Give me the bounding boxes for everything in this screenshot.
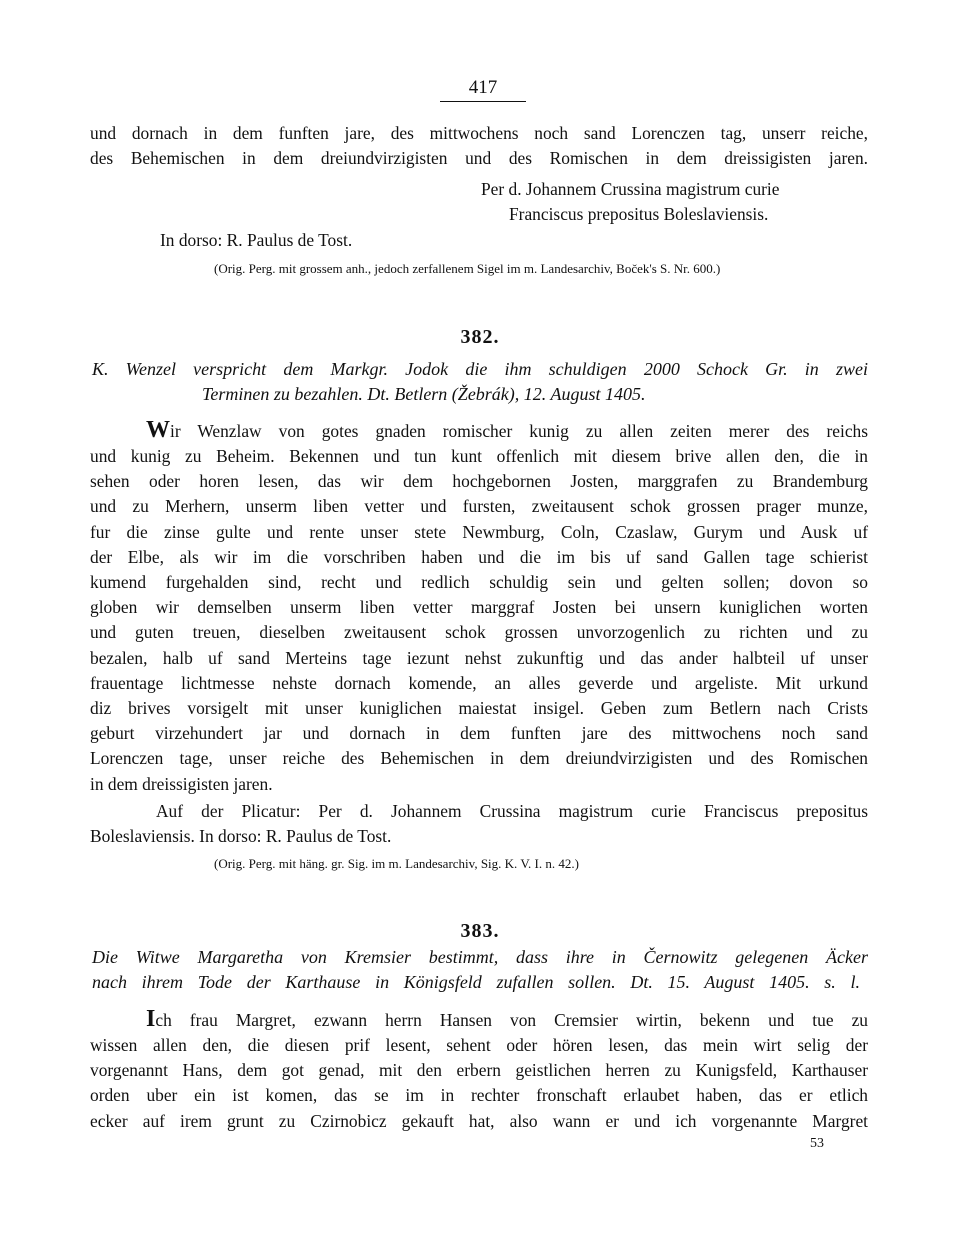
document-heading: Terminen zu bezahlen. Dt. Betlern (Žebrák), 12. August 1405.: [202, 384, 646, 404]
document-number: 383.: [460, 920, 500, 942]
text-line: in dem dreissigisten jaren.: [90, 773, 273, 794]
document-heading: Die Witwe Margaretha von Kremsier bestimmt, dass ihre in Černowitz gelegenen Äcker: [92, 947, 868, 967]
text-line: und zu Merhern, unserm liben vetter und fursten, zweitausent schok grossen prager munze,: [90, 496, 868, 517]
document-heading: nach ihrem Tode der Karthause in Königsfeld zufallen sollen. Dt. 15. August 1405. s. l.: [92, 972, 860, 992]
text-line: und kunig zu Beheim. Bekennen und tun kunt offenlich mit diesem brive allen den, die in: [90, 446, 868, 466]
signature-line: Franciscus prepositus Boleslaviensis.: [509, 204, 769, 224]
initial-letter: W: [146, 417, 170, 443]
signature-line: Per d. Johannem Crussina magistrum curie: [481, 179, 780, 199]
page-number: 417: [440, 76, 526, 102]
plicatur-note: Auf der Plicatur: Per d. Johannem Crussina magistrum curie Franciscus prepositus: [156, 801, 868, 821]
text-line: ecker auf irem grunt zu Czirnobicz gekauft hat, also wann er und ich vorgenannte Margret: [90, 1110, 868, 1131]
text-line: orden uber ein ist komen, das se im in rechter fronschaft erlaubet haben, das er etlich: [90, 1085, 868, 1106]
text-line: frauentage lichtmesse nehste dornach komende, an alles geverde und argeliste. Mit urkund: [90, 672, 868, 693]
document-body: [90, 444, 868, 797]
text-line: fur die zinse gulte und rente unser stete Newmburg, Coln, Czaslaw, Gurym und Ausk uf: [90, 521, 868, 542]
document-number: 382.: [460, 326, 500, 348]
text-line: [146, 1008, 868, 1033]
text-line: diz brives vorsigelt mit unser kuniglichen maiestat insigel. Geben zum Betlern nach Crists: [90, 698, 868, 719]
text-line: wissen allen den, die diesen prif lesent, sehent oder hören lesen, das mein wirt selig der: [90, 1035, 868, 1055]
text-line: der Elbe, als wir im die vorschriben haben und die im bis uf sand Gallen tage schierist: [90, 546, 868, 567]
sheet-number: 53: [810, 1136, 824, 1151]
text-line: und dornach in dem funften jare, des mittwochens noch sand Lorenczen tag, unserr reiche,: [90, 123, 868, 143]
text-line: sehen oder horen lesen, das wir dem hochgebornen Josten, marggrafen zu Brandemburg: [90, 471, 868, 492]
document-body: [90, 1033, 868, 1134]
text-line: Lorenczen tage, unser reiche des Behemischen in dem dreiundvirzigisten und des Romischen: [90, 748, 868, 769]
text-line: bezalen, halb uf sand Merteins tage iezunt nehst zukunftig und das ander halbteil uf unser: [90, 647, 868, 668]
continuation-text: [90, 121, 868, 171]
first-line-text: ch frau Margret, ezwann herrn Hansen von Cremsier wirtin, bekenn und tue zu: [155, 1010, 868, 1030]
initial-letter: I: [146, 1006, 156, 1032]
document-heading: K. Wenzel verspricht dem Markgr. Jodok die ihm schuldigen 2000 Schock Gr. in zwei: [92, 359, 868, 379]
dorso-note: In dorso: R. Paulus de Tost.: [160, 230, 353, 250]
text-line: des Behemischen in dem dreiundvirzigisten und des Romischen in dem dreissigisten jaren.: [90, 148, 868, 169]
source-note: (Orig. Perg. mit häng. gr. Sig. im m. Landesarchiv, Sig. K. V. I. n. 42.): [214, 856, 579, 871]
first-line-text: ir Wenzlaw von gotes gnaden romischer kunig zu allen zeiten merer des reichs: [170, 421, 868, 441]
text-line: und guten treuen, dieselben zweitausent schok grossen unvorzogenlich zu richten und zu: [90, 622, 868, 643]
source-note: (Orig. Perg. mit grossem anh., jedoch zerfallenem Sigel im m. Landesarchiv, Boček's S. Nr. 600.): [214, 261, 721, 276]
text-line: vorgenannt Hans, dem got genad, mit den erbern geistlichen herren zu Kunigsfeld, Karthauser: [90, 1060, 868, 1081]
text-line: [146, 419, 868, 444]
text-line: kumend furgehalden sind, recht und redlich schuldig sein und gelten sollen; dovon so: [90, 572, 868, 593]
text-line: geburt virzehundert jar und dornach in dem funften jare des mittwochens noch sand: [90, 723, 868, 744]
text-line: globen wir demselben unserm liben vetter marggraf Josten bei unsern kuniglichen worten: [90, 597, 868, 618]
plicatur-note: Boleslaviensis. In dorso: R. Paulus de Tost.: [90, 826, 392, 846]
